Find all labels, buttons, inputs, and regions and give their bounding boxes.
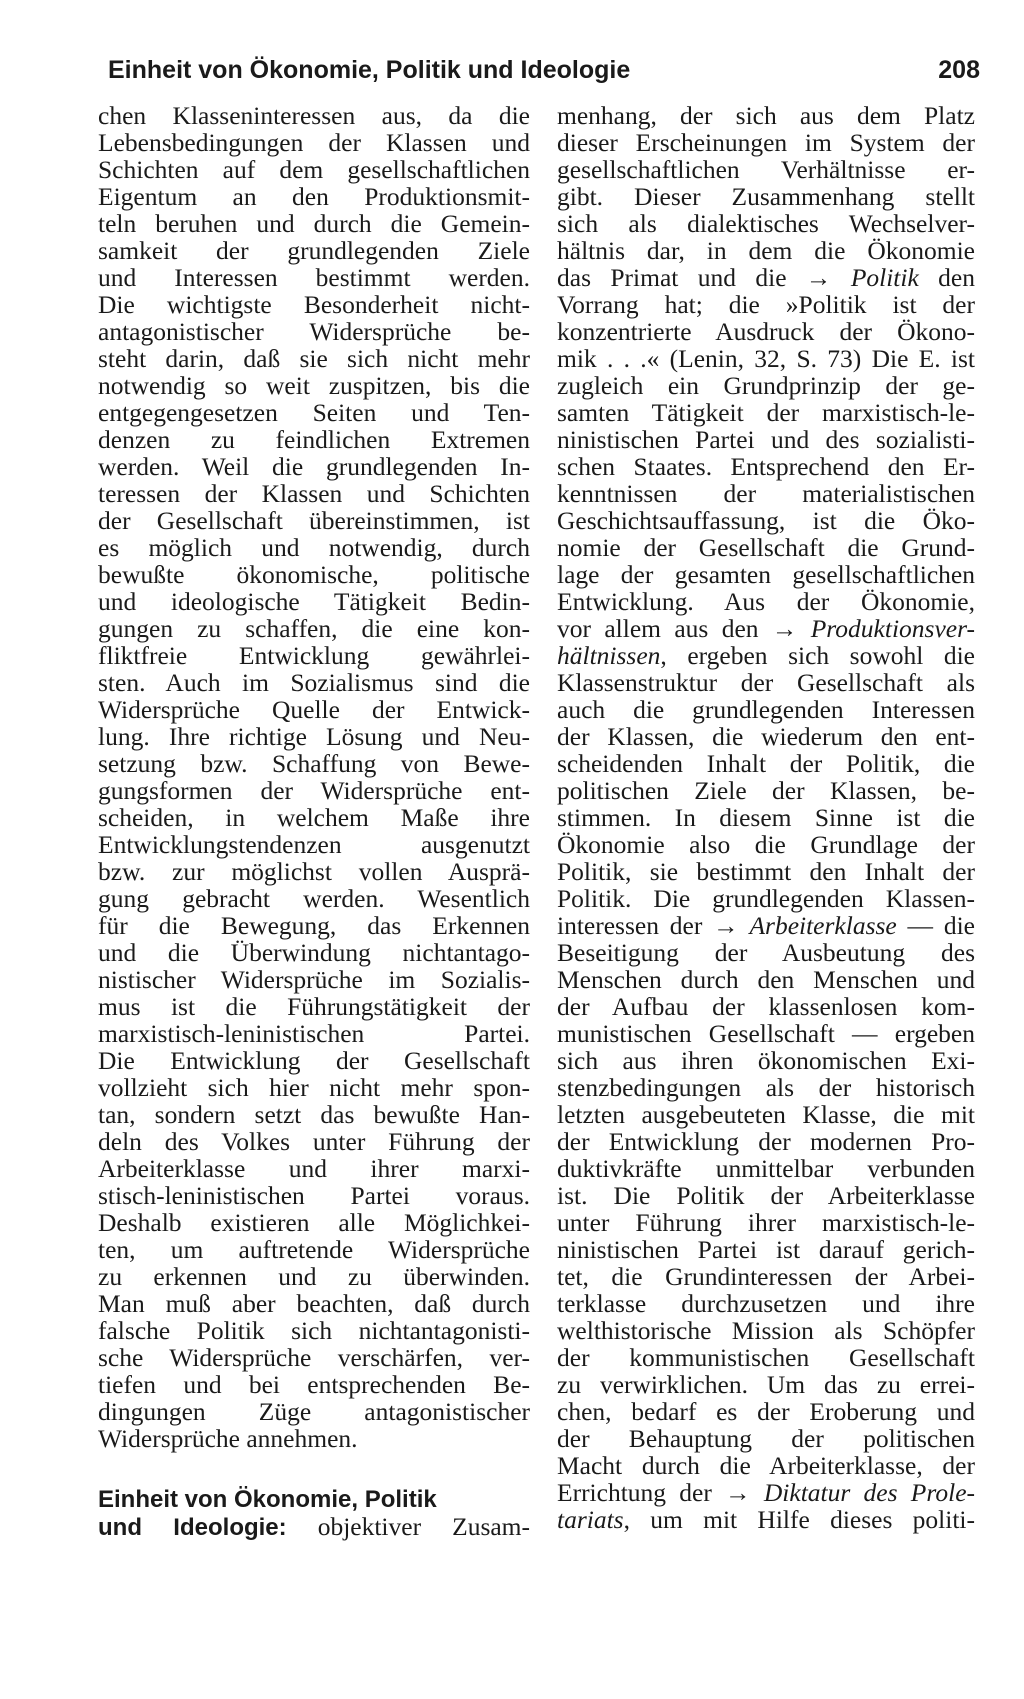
left-column-text-line: Widersprüche Quelle der Entwick- (98, 695, 530, 724)
cross-reference-produktionsverhaeltnisse-cont[interactable]: hältnissen (557, 641, 661, 670)
left-column-text-line: Man muß aber beachten, daß durch (98, 1289, 530, 1318)
left-column-text-line: teressen der Klassen und Schichten (98, 479, 530, 508)
right-column-text-line: sich aus ihren ökonomischen Exi- (557, 1046, 975, 1075)
left-column-text-line: gungen zu schaffen, die eine kon- (98, 614, 530, 643)
left-column-text-line: marxistisch-leninistischen Partei. (98, 1019, 530, 1048)
left-column-text-line: Die wichtigste Besonderheit nicht- (98, 290, 530, 319)
left-column-text-line: scheiden, in welchem Maße ihre (98, 803, 530, 832)
left-column-text-line: gungsformen der Widersprüche ent- (98, 776, 530, 805)
right-column-text-line: schen Staates. Entsprechend den Er- (557, 452, 975, 481)
text-line-diktatur-ref: Errichtung der → Diktatur des Prole- (557, 1478, 976, 1507)
text-line-produktion-ref: vor allem aus den → Produktionsver- (557, 614, 975, 643)
right-column-text-line: letzten ausgebeuteten Klasse, die mit (557, 1100, 975, 1129)
right-column-text-line: dieser Erscheinungen im System der (557, 128, 975, 157)
page-number: 208 (938, 56, 980, 84)
left-column-text-line: werden. Weil die grundlegenden In- (98, 452, 530, 481)
right-column-text-line: terklasse durchzusetzen und ihre (557, 1289, 975, 1318)
left-column-text-line: fliktfreie Entwicklung gewährlei- (98, 641, 530, 670)
entry-text-start: objektiver Zusam- (286, 1512, 531, 1541)
running-head: Einheit von Ökonomie, Politik und Ideologie (108, 56, 631, 84)
right-column-text-line: gesellschaftlichen Verhältnisse er- (557, 155, 975, 184)
right-column-text-line: ist. Die Politik der Arbeiterklasse (557, 1181, 975, 1210)
right-column-text-line: stenzbedingungen als der historisch (557, 1073, 975, 1102)
right-column-text-line: Beseitigung der Ausbeutung des (557, 938, 975, 967)
left-column-text-line: es möglich und notwendig, durch (98, 533, 530, 562)
cross-reference-arrow-icon: → (713, 911, 739, 940)
right-column-text-line: munistischen Gesellschaft — ergeben (557, 1019, 975, 1048)
left-column-text-line: notwendig so weit zuspitzen, bis die (98, 371, 530, 400)
left-column-text-line: setzung bzw. Schaffung von Bewe- (98, 749, 530, 778)
right-text-block-c (557, 669, 975, 912)
right-column-text-line: unter Führung ihrer marxistisch-le- (557, 1208, 975, 1237)
right-column-text-line: der Entwicklung der modernen Pro- (557, 1127, 975, 1156)
right-column-text-line: gibt. Dieser Zusammenhang stellt (557, 182, 975, 211)
right-column-text-line: chen, bedarf es der Eroberung und (557, 1397, 975, 1426)
entry-headword-end: und Ideologie: (98, 1514, 287, 1541)
cross-reference-arrow-icon: → (725, 1478, 751, 1507)
left-column-text-line: und die Überwindung nichtantago- (98, 938, 530, 967)
left-column-text-line: antagonistischer Widersprüche be- (98, 317, 530, 346)
left-column-text-line: falsche Politik sich nichtantagonisti- (98, 1316, 530, 1345)
left-column-text-line: Arbeiterklasse und ihrer marxi- (98, 1154, 530, 1183)
left-column-text-line: teln beruhen und durch die Gemein- (98, 209, 530, 238)
right-column-text-line: konzentrierte Ausdruck der Ökono- (557, 317, 975, 346)
left-column-text-line: deln des Volkes unter Führung der (98, 1127, 530, 1156)
left-column-text-line: Die Entwicklung der Gesellschaft (98, 1046, 530, 1075)
right-column-text-line: zugleich ein Grundprinzip der ge- (557, 371, 975, 400)
right-column-text-line: Politik, sie bestimmt den Inhalt der (557, 857, 975, 886)
left-column-text-line: dingungen Züge antagonistischer (98, 1397, 530, 1426)
left-column-text-line: bzw. zur möglichst vollen Ausprä- (98, 857, 530, 886)
right-column-text-line: Macht durch die Arbeiterklasse, der (557, 1451, 975, 1480)
page-header (108, 50, 980, 90)
text-line-diktatur-ref-cont: tariats, um mit Hilfe dieses politi- (557, 1505, 975, 1534)
left-column-text-line: Eigentum an den Produktionsmit- (98, 182, 530, 211)
text-line-arbeiterklasse-ref: interessen der → Arbeiterklasse — die (557, 911, 976, 940)
right-column-text-line: ninistischen Partei und des sozialisti- (557, 425, 975, 454)
right-column-text-line: sich als dialektisches Wechselver- (557, 209, 975, 238)
right-column-text-line: Klassenstruktur der Gesellschaft als (557, 668, 975, 697)
left-column-text-line: chen Klasseninteressen aus, da die (98, 101, 530, 130)
left-column-text-line: und ideologische Tätigkeit Bedin- (98, 587, 530, 616)
left-column-text-line: der Gesellschaft übereinstimmen, ist (98, 506, 530, 535)
right-column-text-line: nomie der Gesellschaft die Grund- (557, 533, 975, 562)
cross-reference-politik[interactable]: Politik (850, 263, 919, 292)
right-column-text-line: zu verwirklichen. Um das zu errei- (557, 1370, 975, 1399)
right-column-text-line: welthistorische Mission als Schöpfer (557, 1316, 975, 1345)
left-column-text-line: sche Widersprüche verschärfen, ver- (98, 1343, 530, 1372)
cross-reference-produktionsverhaeltnisse[interactable]: Produktionsver- (810, 614, 975, 643)
right-text-block-d (557, 939, 975, 1479)
left-column-text-line: Entwicklungstendenzen ausgenutzt (98, 830, 530, 859)
right-column-text-line: Menschen durch den Menschen und (557, 965, 975, 994)
right-column-text-line: stimmen. In diesem Sinne ist die (557, 803, 975, 832)
left-column-text-line: Schichten auf dem gesellschaftlichen (98, 155, 530, 184)
entry-head-line-1 (98, 1485, 530, 1513)
cross-reference-diktatur-des-proletariats[interactable]: Diktatur des Prole- (763, 1478, 976, 1507)
left-column-text-line: nistischer Widersprüche im Sozialis- (98, 965, 530, 994)
left-column-text-line: bewußte ökonomische, politische (98, 560, 530, 589)
right-column-text-line: scheidenden Inhalt der Politik, die (557, 749, 975, 778)
left-column-text-line: stisch-leninistischen Partei voraus. (98, 1181, 530, 1210)
left-column-text-line: steht darin, daß sie sich nicht mehr (98, 344, 530, 373)
right-column-text-line: Entwicklung. Aus der Ökonomie, (557, 587, 975, 616)
left-column-text-line: Lebensbedingungen der Klassen und (98, 128, 530, 157)
left-column-text-line: ten, um auftretende Widersprüche (98, 1235, 530, 1264)
left-column-text-line: mus ist die Führungstätigkeit der (98, 992, 530, 1021)
right-column-text-line: duktivkräfte unmittelbar verbunden (557, 1154, 975, 1183)
right-column-text-line: samten Tätigkeit der marxistisch-le- (557, 398, 975, 427)
left-column-text-line: sten. Auch im Sozialismus sind die (98, 668, 530, 697)
right-column-text-line: auch die grundlegenden Interessen (557, 695, 975, 724)
cross-reference-arrow-icon: → (771, 614, 798, 643)
right-column-text-line: Politik. Die grundlegenden Klassen- (557, 884, 975, 913)
right-column-text-line: der kommunistischen Gesellschaft (557, 1343, 975, 1372)
left-column-text-line: Deshalb existieren alle Möglichkei- (98, 1208, 530, 1237)
left-column-text-line: samkeit der grundlegenden Ziele (98, 236, 530, 265)
right-column-text-line: hältnis dar, in dem die Ökonomie (557, 236, 975, 265)
right-column-text-line: ninistischen Partei ist darauf gerich- (557, 1235, 975, 1264)
right-column-text-line: Ökonomie also die Grundlage der (557, 830, 975, 859)
left-column-text-line: tan, sondern setzt das bewußte Han- (98, 1100, 530, 1129)
left-column-text-line: tiefen und bei entsprechenden Be- (98, 1370, 530, 1399)
right-text-block-b (557, 291, 975, 615)
entry-gap (98, 1452, 530, 1485)
left-column-text-line: zu erkennen und zu überwinden. (98, 1262, 530, 1291)
cross-reference-arbeiterklasse[interactable]: Arbeiterklasse (749, 911, 897, 940)
right-column-text-line: Vorrang hat; die »Politik ist der (557, 290, 975, 319)
text-line-politik-ref: das Primat und die → Politik den (557, 263, 975, 292)
cross-reference-diktatur-des-proletariats-cont[interactable]: tariats (557, 1505, 624, 1534)
right-column-text-line: der Klassen, die wiederum den ent- (557, 722, 975, 751)
cross-reference-arrow-icon: → (805, 263, 832, 292)
entry-headword: Einheit von Ökonomie, Politik (98, 1486, 437, 1513)
right-column-text-line: der Aufbau der klassenlosen kom- (557, 992, 975, 1021)
text-line-produktion-ref-cont: hältnissen, ergeben sich sowohl die (557, 641, 975, 670)
left-column-text-line: gung gebracht werden. Wesentlich (98, 884, 530, 913)
left-column-text-line: vollzieht sich hier nicht mehr spon- (98, 1073, 530, 1102)
right-column-text-line: der Behauptung der politischen (557, 1424, 975, 1453)
left-column-text-line: für die Bewegung, das Erkennen (98, 911, 530, 940)
right-text-block-a (557, 102, 975, 264)
right-column-text-line: lage der gesamten gesellschaftlichen (557, 560, 975, 589)
left-column-text-line: entgegengesetzen Seiten und Ten- (98, 398, 530, 427)
right-column (557, 102, 975, 1533)
right-column-text-line: menhang, der sich aus dem Platz (557, 101, 975, 130)
left-column (98, 102, 530, 1541)
right-column-text-line: mik . . .« (Lenin, 32, S. 73) Die E. ist (557, 344, 975, 373)
left-column-text (98, 102, 530, 1452)
right-column-text-line: politischen Ziele der Klassen, be- (557, 776, 975, 805)
right-column-text-line: kenntnissen der materialistischen (557, 479, 975, 508)
left-column-text-line: Widersprüche annehmen. (98, 1424, 358, 1453)
left-column-text-line: und Interessen bestimmt werden. (98, 263, 530, 292)
right-column-text-line: Geschichtsauffassung, ist die Öko- (557, 506, 975, 535)
right-column-text-line: tet, die Grundinteressen der Arbei- (557, 1262, 975, 1291)
left-column-text-line: denzen zu feindlichen Extremen (98, 425, 530, 454)
left-column-text-line: lung. Ihre richtige Lösung und Neu- (98, 722, 530, 751)
entry-line-2 (98, 1513, 530, 1541)
